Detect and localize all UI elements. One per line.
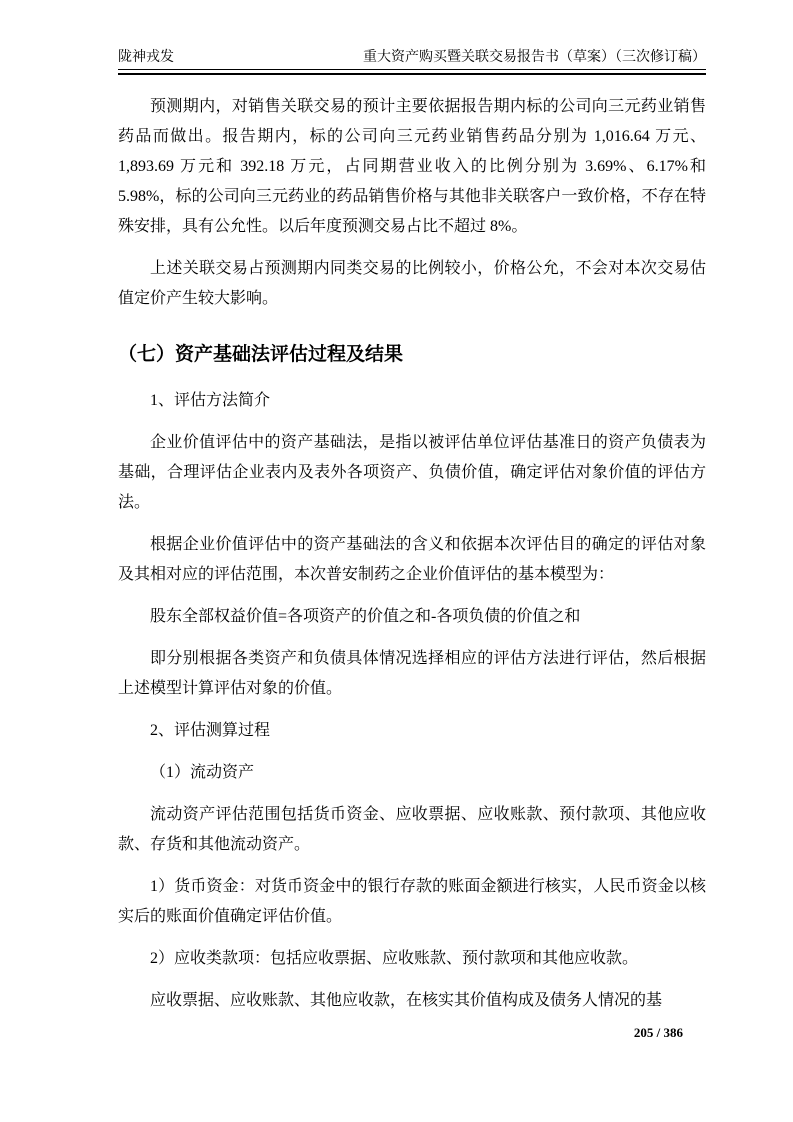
section-heading: （七）资产基础法评估过程及结果: [118, 344, 404, 365]
header-report-title: 重大资产购买暨关联交易报告书（草案）（三次修订稿）: [363, 50, 706, 65]
paragraph: 2、评估测算过程: [150, 722, 271, 739]
paragraph: 根据企业价值评估中的资产基础法的含义和依据本次评估目的确定的评估对象及其相对应的评估范围，本次普安制药之企业价值评估的基本模型为：: [118, 536, 706, 583]
page-header: [118, 49, 706, 75]
paragraph: 流动资产评估范围包括货币资金、应收票据、应收账款、预付款项、其他应收款、存货和其他流动资产。: [118, 806, 706, 853]
paragraph: 即分别根据各类资产和负债具体情况选择相应的评估方法进行评估，然后根据上述模型计算评估对象的价值。: [118, 650, 706, 697]
page-number: 205 / 386: [633, 1025, 683, 1040]
paragraph: （1）流动资产: [150, 764, 255, 781]
paragraph: 股东全部权益价值=各项资产的价值之和-各项负债的价值之和: [150, 608, 581, 625]
page-footer: [118, 1024, 683, 1042]
paragraph: 企业价值评估中的资产基础法，是指以被评估单位评估基准日的资产负债表为基础，合理评估企业表内及表外各项资产、负债价值，确定评估对象价值的评估方法。: [118, 434, 706, 511]
paragraph: 应收票据、应收账款、其他应收款，在核实其价值构成及债务人情况的基: [150, 992, 663, 1009]
header-row: [118, 49, 706, 70]
header-company-name: 陇神戎发: [118, 50, 174, 65]
paragraph: 上述关联交易占预测期内同类交易的比例较小，价格公允，不会对本次交易估值定价产生较大影响。: [118, 260, 706, 307]
document-content: [118, 80, 706, 1028]
paragraph: 预测期内，对销售关联交易的预计主要依据报告期内标的公司向三元药业销售药品而做出。报告期内，标的公司向三元药业销售药品分别为 1,016.64 万元、1,893.69 万元和 392.18 万元，占同期营业收入的比例分别为 3.69%、6.17%和 5.98%，标的公司向三元药业的药品销售价格与其他非关联客户一致价格，不存在特殊安排，具有公允性。以后年度预测交易占比不超过 8%。: [118, 98, 706, 235]
paragraph: 1）货币资金：对货币资金中的银行存款的账面金额进行核实，人民币资金以核实后的账面价值确定评估价值。: [118, 878, 706, 925]
paragraph: 1、评估方法简介: [150, 392, 271, 409]
paragraph: 2）应收类款项：包括应收票据、应收账款、预付款项和其他应收款。: [150, 950, 639, 967]
